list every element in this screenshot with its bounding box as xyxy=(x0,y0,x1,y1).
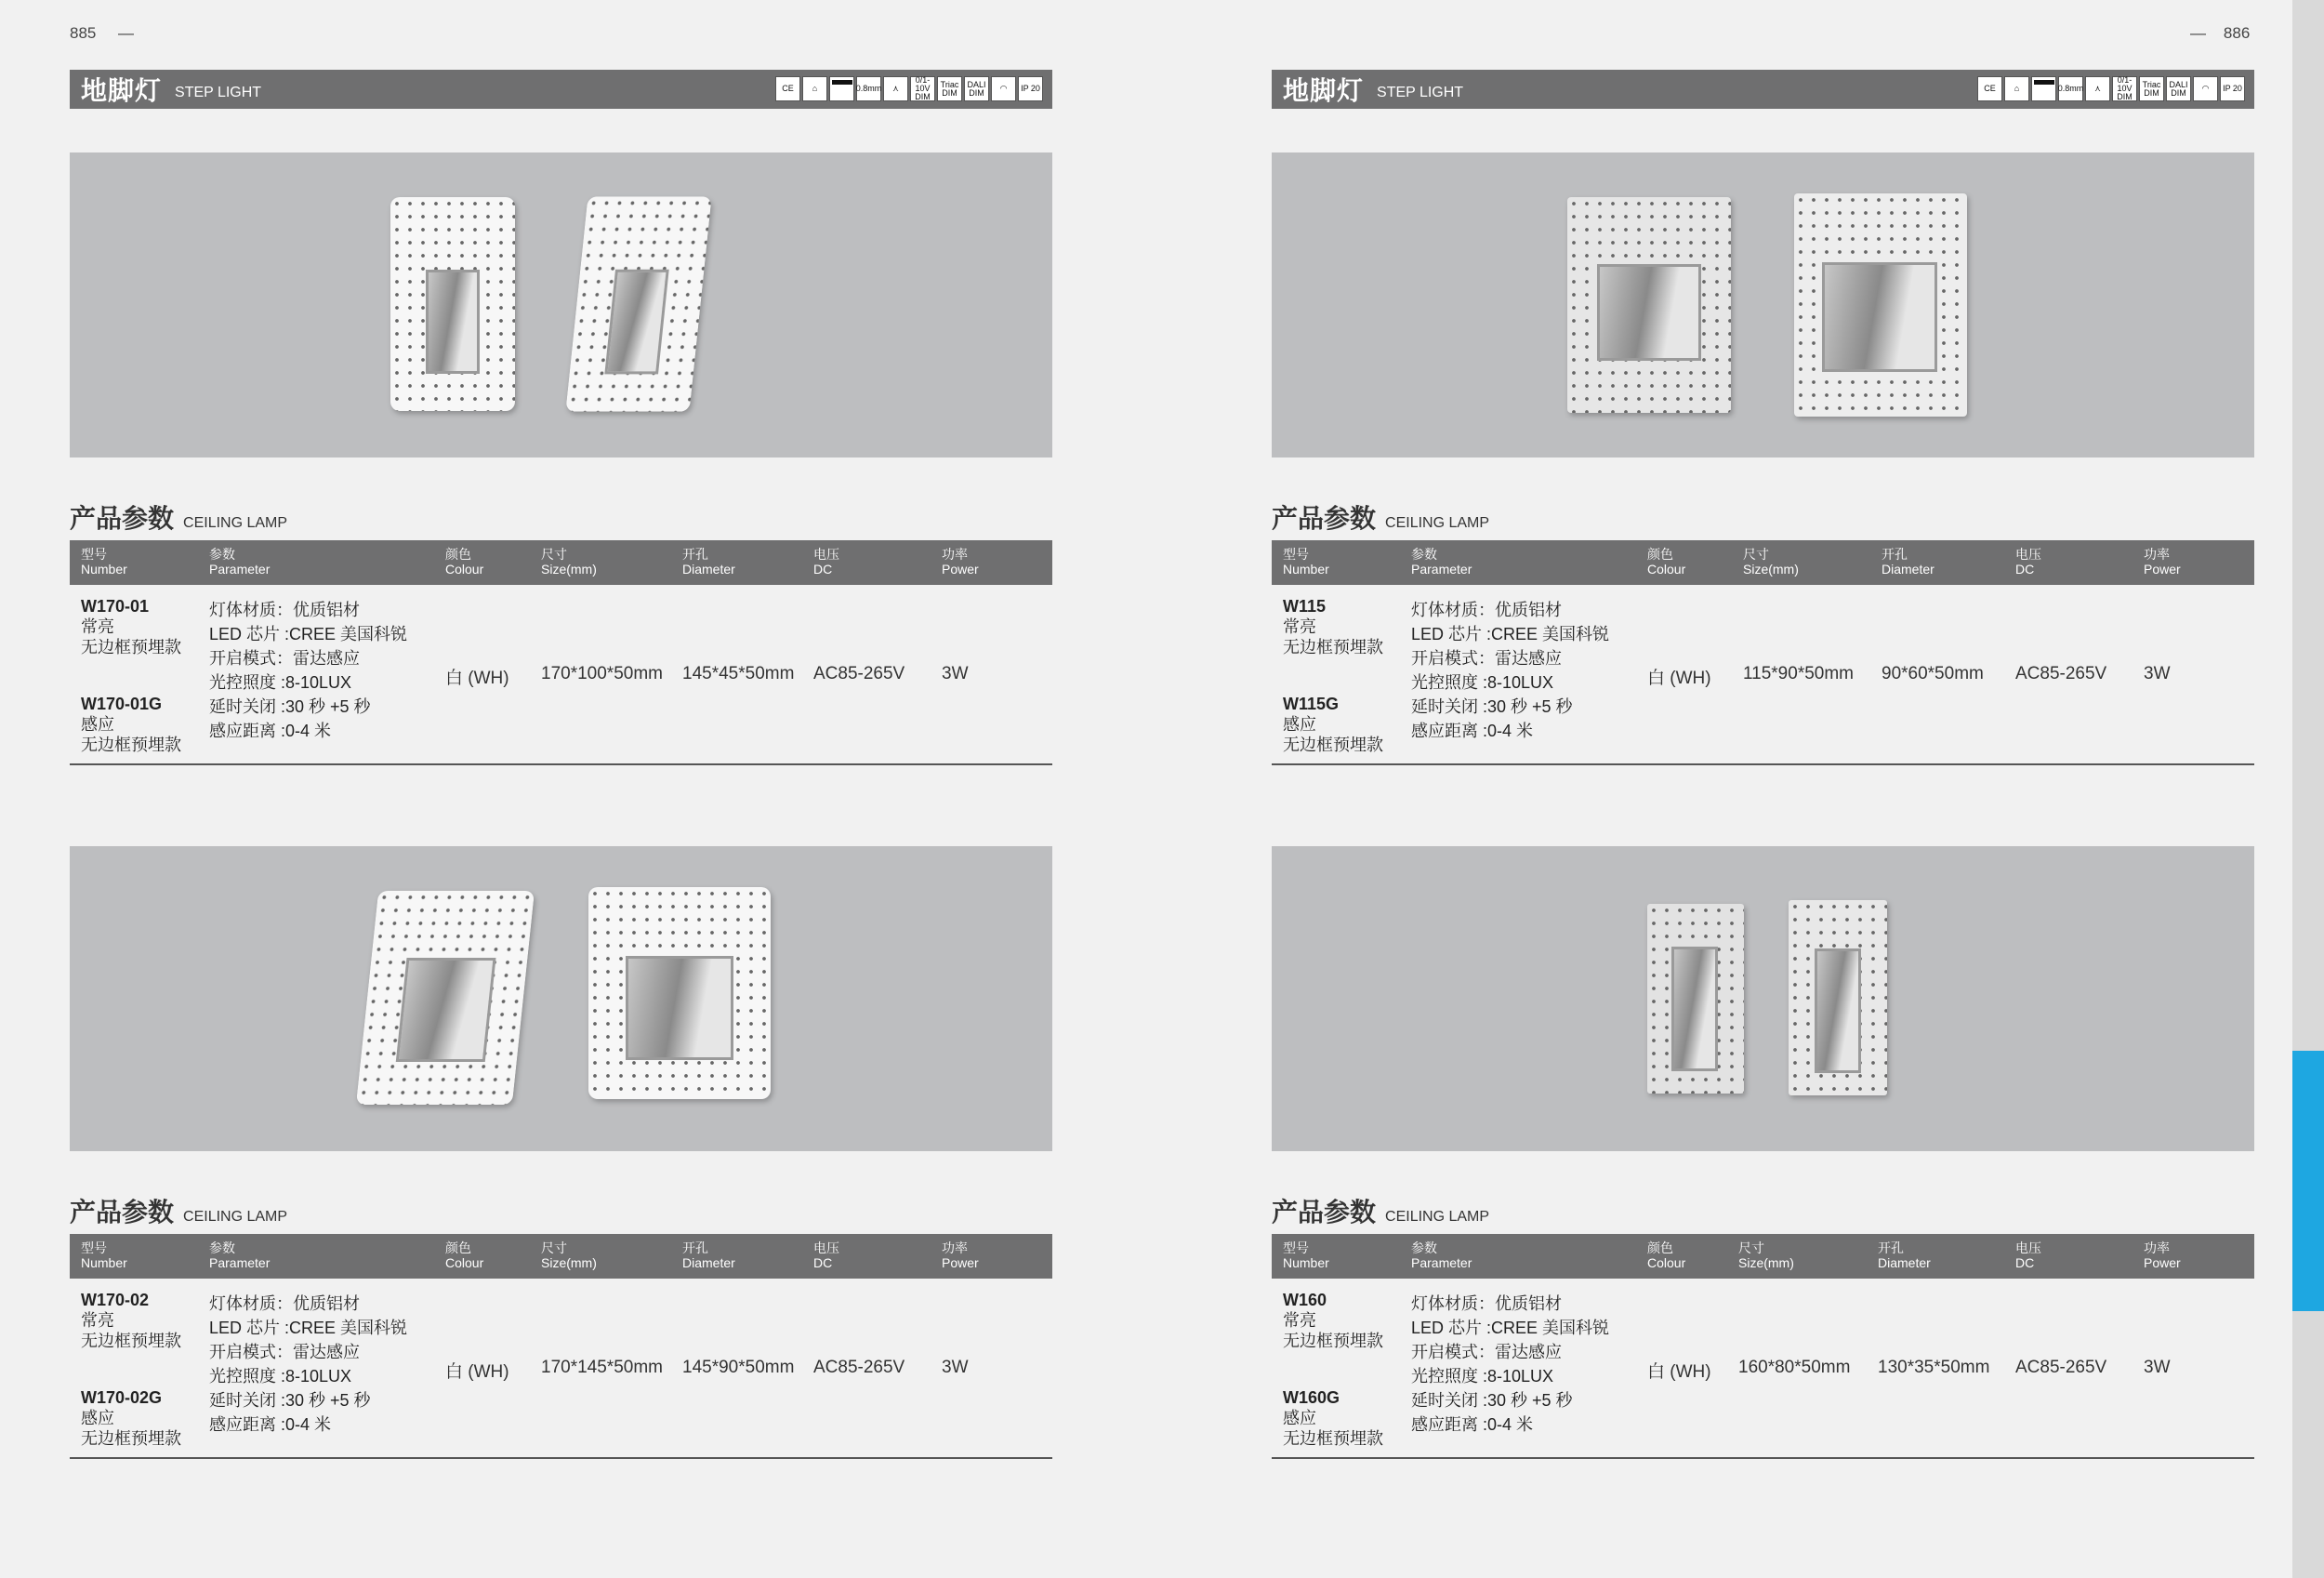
model-cell-b: W115G 感应 无边框预埋款 xyxy=(1283,695,1383,754)
power-value: 3W xyxy=(942,1358,969,1377)
ce-icon: CE xyxy=(775,76,800,101)
colour-value: 白 (WH) xyxy=(1647,1362,1711,1382)
model-cell-b: W160G 感应 无边框预埋款 xyxy=(1283,1388,1383,1448)
spec-table-row xyxy=(70,1279,1052,1459)
page-number-right: — 886 xyxy=(2190,24,2251,42)
col-size: 尺寸 Size(mm) xyxy=(541,547,597,577)
col-number: 型号 Number xyxy=(81,1240,127,1270)
beam-icon: ◠ xyxy=(2193,76,2218,101)
dali-dim-icon: DALI DIM xyxy=(964,76,989,101)
spec-table-header xyxy=(1272,1234,2254,1279)
lamp-front-view xyxy=(390,197,515,411)
col-voltage: 电压 DC xyxy=(2015,547,2041,577)
section-heading: 产品参数 CEILING LAMP xyxy=(70,1198,288,1227)
col-size: 尺寸 Size(mm) xyxy=(1738,1240,1794,1270)
col-number: 型号 Number xyxy=(81,547,127,577)
size-value: 170*100*50mm xyxy=(541,664,663,683)
product-photo-w115 xyxy=(1272,152,2254,457)
lamp-sensor-view xyxy=(1794,193,1967,417)
voltage-value: AC85-265V xyxy=(2015,1358,2107,1377)
col-diameter: 开孔 Diameter xyxy=(682,1240,735,1270)
size-value: 115*90*50mm xyxy=(1743,664,1855,683)
col-size: 尺寸 Size(mm) xyxy=(541,1240,597,1270)
section-heading: 产品参数 CEILING LAMP xyxy=(1272,504,1490,533)
colour-value: 白 (WH) xyxy=(445,669,509,688)
size-icon: 0.8mm xyxy=(2058,76,2083,101)
angle-icon: ⋏ xyxy=(883,76,908,101)
ip20-icon: IP 20 xyxy=(1018,76,1043,101)
col-power: 功率 Power xyxy=(942,1240,979,1270)
col-parameter: 参数 Parameter xyxy=(209,547,271,577)
model-cell-a: W115 常亮 无边框预埋款 xyxy=(1283,597,1383,656)
col-parameter: 参数 Parameter xyxy=(1411,1240,1472,1270)
col-power: 功率 Power xyxy=(2144,1240,2181,1270)
spec-table-row xyxy=(1272,1279,2254,1459)
col-power: 功率 Power xyxy=(942,547,979,577)
voltage-value: AC85-265V xyxy=(813,664,905,683)
diameter-value: 145*45*50mm xyxy=(682,664,795,683)
diameter-value: 130*35*50mm xyxy=(1878,1358,1990,1377)
size-value: 170*145*50mm xyxy=(541,1358,663,1377)
beam-icon: ◠ xyxy=(991,76,1016,101)
section-heading: 产品参数 CEILING LAMP xyxy=(1272,1198,1490,1227)
spec-table-header xyxy=(70,1234,1052,1279)
led-icon xyxy=(2031,76,2056,101)
ce-icon: CE xyxy=(1977,76,2002,101)
power-value: 3W xyxy=(2144,664,2171,683)
col-parameter: 参数 Parameter xyxy=(209,1240,271,1270)
colour-value: 白 (WH) xyxy=(1647,669,1711,688)
indoor-icon: ⌂ xyxy=(2004,76,2029,101)
col-number: 型号 Number xyxy=(1283,1240,1329,1270)
indoor-icon: ⌂ xyxy=(802,76,827,101)
title-bar xyxy=(1272,70,2254,109)
col-voltage: 电压 DC xyxy=(813,547,839,577)
colour-value: 白 (WH) xyxy=(445,1362,509,1382)
parameter-list: 灯体材质：优质铝材 LED 芯片 :CREE 美国科锐 开启模式：雷达感应 光控照度 :8-10LUX 延时关闭 :30 秒 +5 秒 感应距离 :0-4 米 xyxy=(1411,1294,1610,1434)
model-cell-b: W170-02G 感应 无边框预埋款 xyxy=(81,1388,181,1448)
col-colour: 颜色 Colour xyxy=(1647,547,1686,577)
parameter-list: 灯体材质：优质铝材 LED 芯片 :CREE 美国科锐 开启模式：雷达感应 光控照度 :8-10LUX 延时关闭 :30 秒 +5 秒 感应距离 :0-4 米 xyxy=(209,1294,408,1434)
title-en: STEP LIGHT xyxy=(1377,85,1464,100)
col-colour: 颜色 Colour xyxy=(445,1240,484,1270)
lamp-front-view xyxy=(588,887,771,1099)
angle-icon: ⋏ xyxy=(2085,76,2110,101)
catalog-page-left xyxy=(70,0,1052,1578)
size-value: 160*80*50mm xyxy=(1738,1358,1851,1377)
col-voltage: 电压 DC xyxy=(813,1240,839,1270)
power-value: 3W xyxy=(2144,1358,2171,1377)
model-cell-a: W170-02 常亮 无边框预埋款 xyxy=(81,1291,181,1350)
section-heading: 产品参数 CEILING LAMP xyxy=(70,504,288,533)
lamp-angled-view xyxy=(356,891,535,1105)
title-bar xyxy=(70,70,1052,109)
product-photo-w170-01 xyxy=(70,152,1052,457)
lamp-angled-view xyxy=(565,196,711,411)
triac-dim-icon: Triac DIM xyxy=(937,76,962,101)
triac-dim-icon: Triac DIM xyxy=(2139,76,2164,101)
col-colour: 颜色 Colour xyxy=(445,547,484,577)
title-zh: 地脚灯 xyxy=(81,76,163,105)
product-photo-w170-02 xyxy=(70,846,1052,1151)
col-number: 型号 Number xyxy=(1283,547,1329,577)
dali-dim-icon: DALI DIM xyxy=(2166,76,2191,101)
title-en: STEP LIGHT xyxy=(175,85,262,100)
led-icon xyxy=(829,76,854,101)
col-size: 尺寸 Size(mm) xyxy=(1743,547,1799,577)
side-index-tab-active xyxy=(2292,1051,2324,1311)
diameter-value: 90*60*50mm xyxy=(1882,664,1984,683)
voltage-value: AC85-265V xyxy=(813,1358,905,1377)
col-power: 功率 Power xyxy=(2144,547,2181,577)
lamp-sensor-view xyxy=(1789,900,1887,1095)
certification-icons xyxy=(1977,76,2245,101)
col-colour: 颜色 Colour xyxy=(1647,1240,1686,1270)
col-voltage: 电压 DC xyxy=(2015,1240,2041,1270)
power-value: 3W xyxy=(942,664,969,683)
diameter-value: 145*90*50mm xyxy=(682,1358,795,1377)
0-10v-dim-icon: 0/1-10V DIM xyxy=(2112,76,2137,101)
spec-table-row xyxy=(1272,585,2254,765)
spec-table-header xyxy=(70,540,1052,585)
side-index-tabs-lower xyxy=(2292,1311,2324,1578)
parameter-list: 灯体材质：优质铝材 LED 芯片 :CREE 美国科锐 开启模式：雷达感应 光控照度 :8-10LUX 延时关闭 :30 秒 +5 秒 感应距离 :0-4 米 xyxy=(209,601,408,740)
spec-table-header xyxy=(1272,540,2254,585)
side-index-tabs xyxy=(2292,0,2324,1051)
spec-table-row xyxy=(70,585,1052,765)
catalog-page-right xyxy=(1272,0,2254,1578)
col-diameter: 开孔 Diameter xyxy=(682,547,735,577)
title-zh: 地脚灯 xyxy=(1283,76,1365,105)
model-cell-b: W170-01G 感应 无边框预埋款 xyxy=(81,695,181,754)
page-number-left: 885 — xyxy=(70,24,134,42)
parameter-list: 灯体材质：优质铝材 LED 芯片 :CREE 美国科锐 开启模式：雷达感应 光控照度 :8-10LUX 延时关闭 :30 秒 +5 秒 感应距离 :0-4 米 xyxy=(1411,601,1610,740)
col-diameter: 开孔 Diameter xyxy=(1882,547,1934,577)
voltage-value: AC85-265V xyxy=(2015,664,2107,683)
certification-icons xyxy=(775,76,1043,101)
lamp-front-view xyxy=(1567,197,1731,413)
0-10v-dim-icon: 0/1-10V DIM xyxy=(910,76,935,101)
col-diameter: 开孔 Diameter xyxy=(1878,1240,1931,1270)
product-photo-w160 xyxy=(1272,846,2254,1151)
model-cell-a: W170-01 常亮 无边框预埋款 xyxy=(81,597,181,656)
size-icon: 0.8mm xyxy=(856,76,881,101)
col-parameter: 参数 Parameter xyxy=(1411,547,1472,577)
ip20-icon: IP 20 xyxy=(2220,76,2245,101)
lamp-front-view xyxy=(1647,904,1744,1094)
model-cell-a: W160 常亮 无边框预埋款 xyxy=(1283,1291,1383,1350)
